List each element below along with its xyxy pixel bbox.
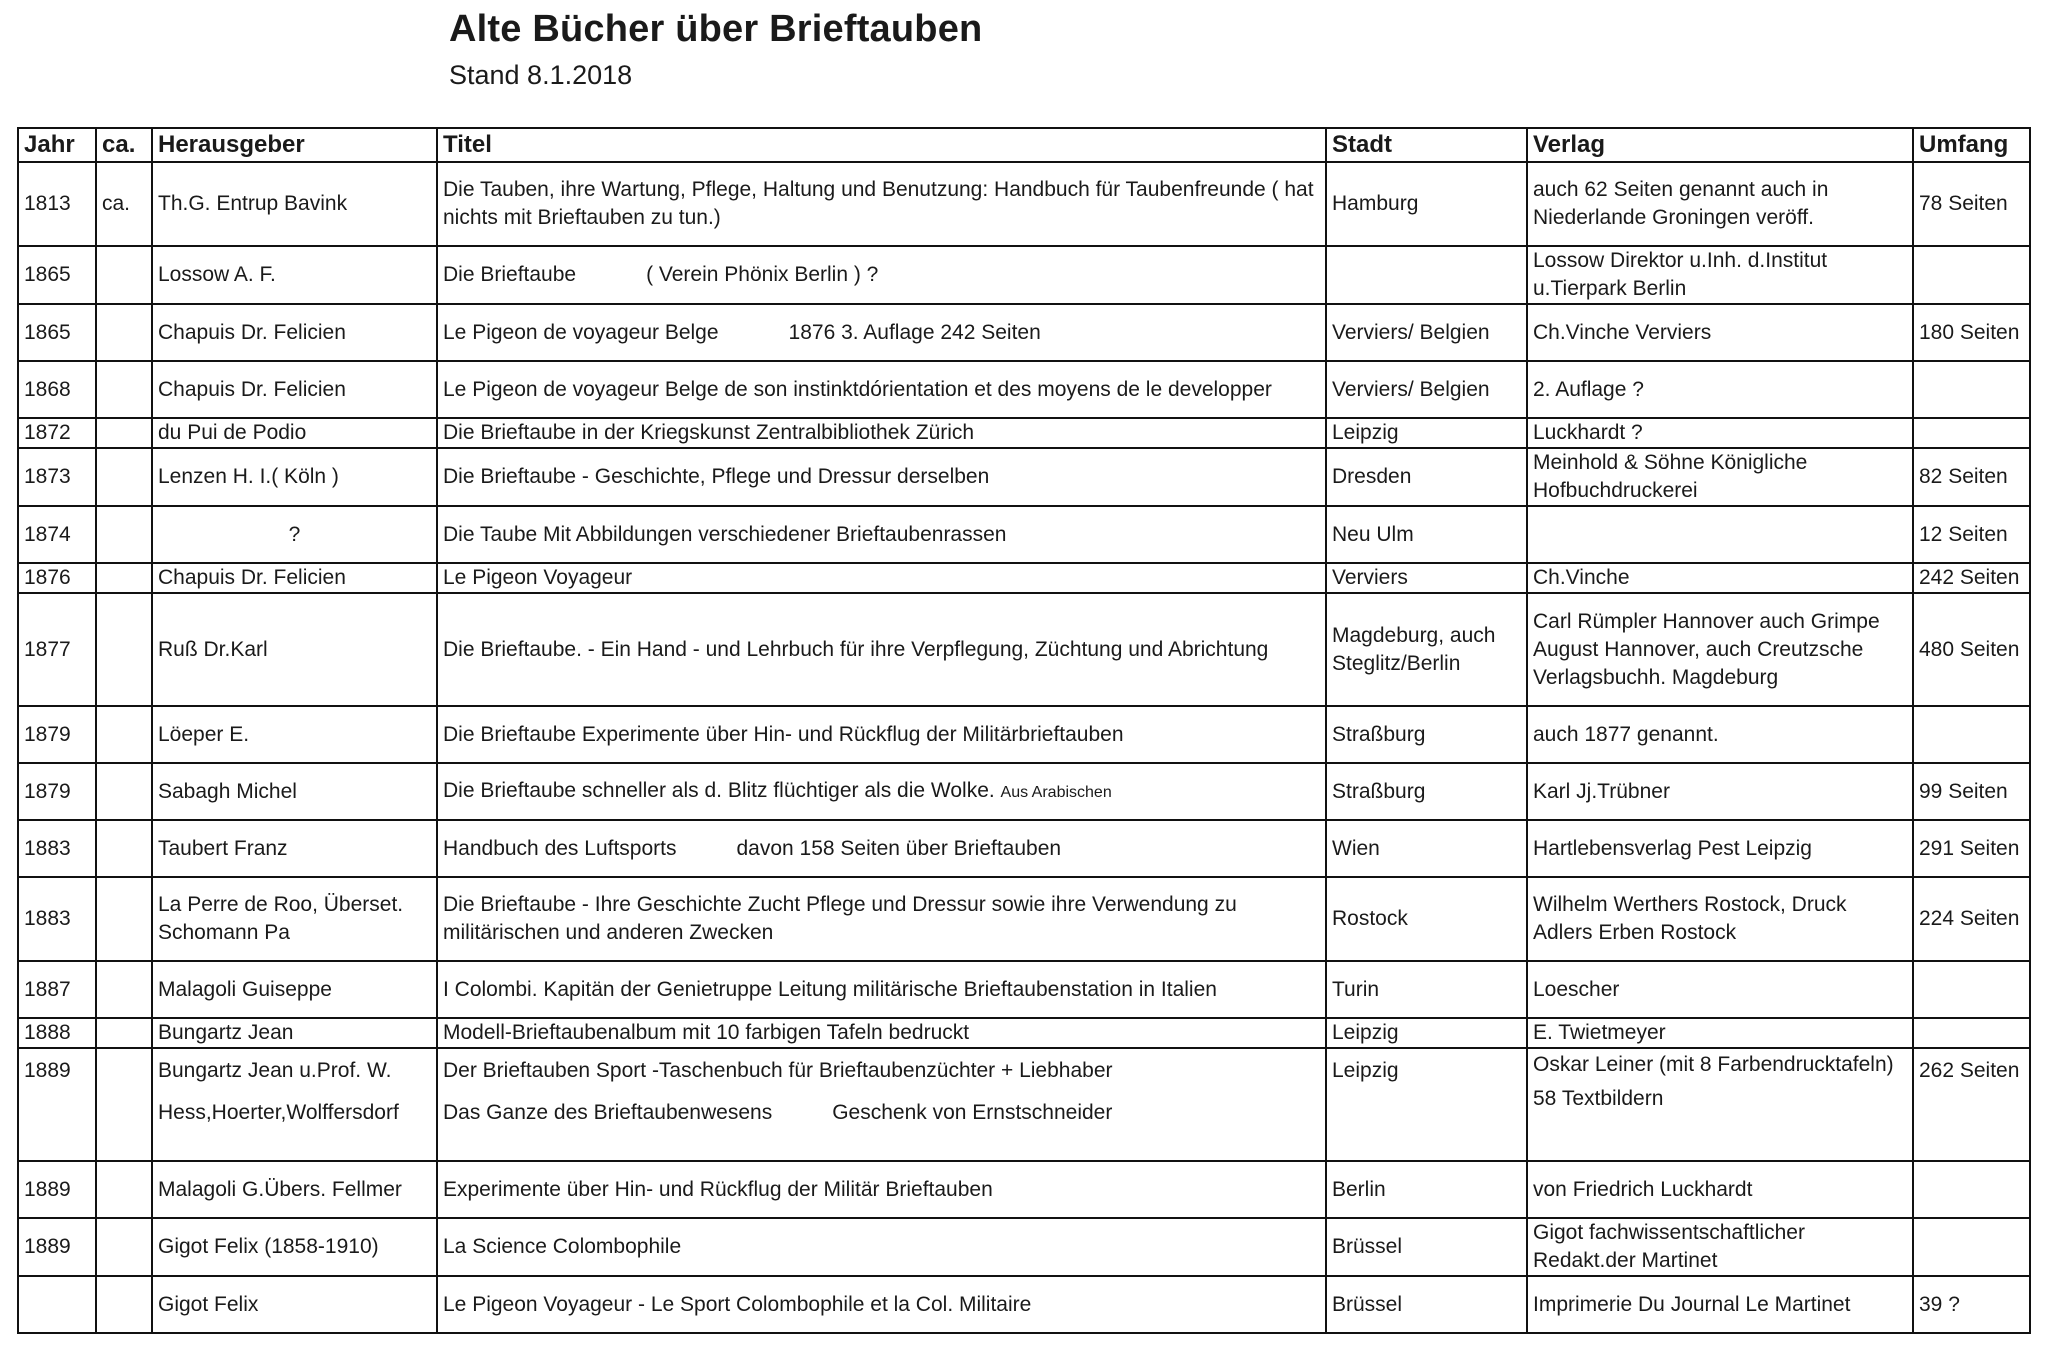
- cell-jahr: 1883: [18, 877, 96, 961]
- cell-verlag: auch 1877 genannt.: [1527, 706, 1913, 763]
- table-row: [18, 763, 2030, 820]
- table-row: [18, 162, 2030, 246]
- cell-verlag: Karl Jj.Trübner: [1527, 763, 1913, 820]
- cell-titel: La Science Colombophile: [437, 1218, 1326, 1276]
- table-row: [18, 246, 2030, 304]
- books-table: [17, 127, 2031, 1334]
- cell-ca: [96, 877, 152, 961]
- cell-herausgeber: Malagoli G.Übers. Fellmer: [152, 1161, 437, 1218]
- cell-umfang: [1913, 706, 2030, 763]
- titel-text: Handbuch des Luftsports: [443, 836, 677, 860]
- cell-verlag: 2. Auflage ?: [1527, 361, 1913, 418]
- cell-ca: [96, 1161, 152, 1218]
- cell-jahr: 1877: [18, 593, 96, 706]
- cell-herausgeber: Lossow A. F.: [152, 246, 437, 304]
- cell-titel: Die Brieftaube in der Kriegskunst Zentralbibliothek Zürich: [437, 418, 1326, 448]
- cell-stadt: Magdeburg, auch Steglitz/Berlin: [1326, 593, 1527, 706]
- cell-ca: [96, 361, 152, 418]
- cell-jahr: 1889: [18, 1218, 96, 1276]
- cell-verlag: Meinhold & Söhne Königliche Hofbuchdruckerei: [1527, 448, 1913, 506]
- titel-text: Le Pigeon de voyageur Belge: [443, 320, 719, 344]
- cell-stadt: Straßburg: [1326, 706, 1527, 763]
- cell-jahr: 1887: [18, 961, 96, 1018]
- cell-umfang: 39 ?: [1913, 1276, 2030, 1333]
- cell-titel: Le Pigeon de voyageur Belge de son instinktdórientation et des moyens de le developper: [437, 361, 1326, 418]
- titel-line-2-text: Das Ganze des Brieftaubenwesens: [443, 1101, 773, 1124]
- cell-umfang: [1913, 1018, 2030, 1048]
- cell-verlag: von Friedrich Luckhardt: [1527, 1161, 1913, 1218]
- column-header-titel: Titel: [437, 128, 1326, 162]
- cell-jahr: 1879: [18, 706, 96, 763]
- cell-stadt: Leipzig: [1326, 1018, 1527, 1048]
- table-header-row: [18, 128, 2030, 162]
- cell-umfang: 242 Seiten: [1913, 563, 2030, 593]
- cell-stadt: Hamburg: [1326, 162, 1527, 246]
- column-header-ca: ca.: [96, 128, 152, 162]
- cell-umfang: 180 Seiten: [1913, 304, 2030, 361]
- cell-herausgeber: Gigot Felix: [152, 1276, 437, 1333]
- cell-umfang: [1913, 418, 2030, 448]
- table-row: [18, 1276, 2030, 1333]
- cell-ca: [96, 1018, 152, 1048]
- cell-verlag: Hartlebensverlag Pest Leipzig: [1527, 820, 1913, 877]
- cell-umfang: 99 Seiten: [1913, 763, 2030, 820]
- cell-ca: [96, 1218, 152, 1276]
- table-row: [18, 1218, 2030, 1276]
- cell-stadt: Leipzig: [1326, 418, 1527, 448]
- table-row: [18, 563, 2030, 593]
- titel-line-2-note: Geschenk von Ernstschneider: [832, 1101, 1113, 1124]
- cell-herausgeber: Chapuis Dr. Felicien: [152, 361, 437, 418]
- cell-jahr: [18, 1276, 96, 1333]
- table-row: [18, 1048, 2030, 1161]
- page-title: Alte Bücher über Brieftauben: [449, 8, 983, 50]
- cell-verlag: Loescher: [1527, 961, 1913, 1018]
- herausgeber-line-1: Bungartz Jean u.Prof. W.: [158, 1059, 392, 1082]
- cell-verlag: Gigot fachwissentschaftlicher Redakt.der Martinet: [1527, 1218, 1913, 1276]
- page-subtitle: Stand 8.1.2018: [449, 60, 633, 90]
- cell-herausgeber: Sabagh Michel: [152, 763, 437, 820]
- cell-ca: [96, 246, 152, 304]
- cell-herausgeber: Chapuis Dr. Felicien: [152, 304, 437, 361]
- table-row: [18, 877, 2030, 961]
- titel-text: Die Brieftaube: [443, 263, 577, 286]
- cell-herausgeber: Bungartz Jean: [152, 1018, 437, 1048]
- cell-jahr: 1868: [18, 361, 96, 418]
- cell-titel: Die Brieftaube - Geschichte, Pflege und Dressur derselben: [437, 448, 1326, 506]
- cell-titel: [437, 246, 1326, 304]
- table-row: [18, 706, 2030, 763]
- cell-stadt: Verviers: [1326, 563, 1527, 593]
- cell-jahr: 1888: [18, 1018, 96, 1048]
- cell-umfang: 224 Seiten: [1913, 877, 2030, 961]
- cell-stadt: Berlin: [1326, 1161, 1527, 1218]
- cell-stadt: Turin: [1326, 961, 1527, 1018]
- cell-umfang: [1913, 361, 2030, 418]
- table-row: [18, 506, 2030, 563]
- cell-stadt: Brüssel: [1326, 1218, 1527, 1276]
- cell-ca: [96, 448, 152, 506]
- cell-verlag: Luckhardt ?: [1527, 418, 1913, 448]
- cell-herausgeber: Chapuis Dr. Felicien: [152, 563, 437, 593]
- titel-text: Die Brieftaube schneller als d. Blitz flüchtiger als die Wolke.: [443, 778, 995, 802]
- cell-ca: [96, 706, 152, 763]
- cell-titel: Die Brieftaube - Ihre Geschichte Zucht Pflege und Dressur sowie ihre Verwendung zu militärischen und anderen Zwecken: [437, 877, 1326, 961]
- cell-titel: [437, 820, 1326, 877]
- table-row: [18, 1161, 2030, 1218]
- cell-stadt: Leipzig: [1326, 1048, 1527, 1161]
- cell-herausgeber: [152, 1048, 437, 1161]
- column-header-umfang: Umfang: [1913, 128, 2030, 162]
- cell-jahr: 1873: [18, 448, 96, 506]
- herausgeber-line-2: Hess,Hoerter,Wolffersdorf: [158, 1101, 399, 1124]
- cell-verlag: Wilhelm Werthers Rostock, Druck Adlers Erben Rostock: [1527, 877, 1913, 961]
- cell-stadt: Rostock: [1326, 877, 1527, 961]
- cell-titel: Modell-Brieftaubenalbum mit 10 farbigen Tafeln bedruckt: [437, 1018, 1326, 1048]
- table-row: [18, 593, 2030, 706]
- cell-verlag: Carl Rümpler Hannover auch Grimpe August Hannover, auch Creutzsche Verlagsbuchh. Magdeburg: [1527, 593, 1913, 706]
- cell-stadt: Brüssel: [1326, 1276, 1527, 1333]
- cell-herausgeber: ?: [152, 506, 437, 563]
- cell-stadt: Straßburg: [1326, 763, 1527, 820]
- cell-umfang: 78 Seiten: [1913, 162, 2030, 246]
- cell-umfang: 291 Seiten: [1913, 820, 2030, 877]
- cell-jahr: 1865: [18, 304, 96, 361]
- cell-herausgeber: Gigot Felix (1858-1910): [152, 1218, 437, 1276]
- titel-note: ( Verein Phönix Berlin ) ?: [646, 263, 879, 286]
- titel-note: 1876 3. Auflage 242 Seiten: [788, 320, 1041, 344]
- cell-verlag: Ch.Vinche: [1527, 563, 1913, 593]
- cell-umfang: [1913, 961, 2030, 1018]
- cell-stadt: Verviers/ Belgien: [1326, 361, 1527, 418]
- cell-ca: [96, 1048, 152, 1161]
- cell-verlag: [1527, 506, 1913, 563]
- cell-jahr: 1876: [18, 563, 96, 593]
- cell-verlag: Ch.Vinche Verviers: [1527, 304, 1913, 361]
- titel-note: Aus Arabischen: [1000, 783, 1112, 801]
- cell-herausgeber: du Pui de Podio: [152, 418, 437, 448]
- cell-herausgeber: Taubert Franz: [152, 820, 437, 877]
- column-header-stadt: Stadt: [1326, 128, 1527, 162]
- verlag-line-1: Oskar Leiner (mit 8 Farbendrucktafeln): [1533, 1053, 1894, 1076]
- cell-titel: Experimente über Hin- und Rückflug der Militär Brieftauben: [437, 1161, 1326, 1218]
- cell-umfang: 480 Seiten: [1913, 593, 2030, 706]
- cell-herausgeber: Lenzen H. I.( Köln ): [152, 448, 437, 506]
- column-header-jahr: Jahr: [18, 128, 96, 162]
- cell-titel: [437, 1048, 1326, 1161]
- cell-stadt: Wien: [1326, 820, 1527, 877]
- cell-titel: Die Brieftaube. - Ein Hand - und Lehrbuch für ihre Verpflegung, Züchtung und Abrichtung: [437, 593, 1326, 706]
- table-row: [18, 820, 2030, 877]
- cell-ca: [96, 506, 152, 563]
- cell-titel: I Colombi. Kapitän der Genietruppe Leitung militärische Brieftaubenstation in Italien: [437, 961, 1326, 1018]
- table-row: [18, 304, 2030, 361]
- cell-verlag: auch 62 Seiten genannt auch in Niederlande Groningen veröff.: [1527, 162, 1913, 246]
- cell-ca: ca.: [96, 162, 152, 246]
- cell-ca: [96, 563, 152, 593]
- cell-ca: [96, 1276, 152, 1333]
- cell-titel: Die Tauben, ihre Wartung, Pflege, Haltung und Benutzung: Handbuch für Taubenfreunde ( hat nichts mit Brieftauben zu tun.): [437, 162, 1326, 246]
- cell-umfang: [1913, 246, 2030, 304]
- cell-verlag: Imprimerie Du Journal Le Martinet: [1527, 1276, 1913, 1333]
- verlag-line-2: 58 Textbildern: [1533, 1087, 1664, 1110]
- cell-ca: [96, 961, 152, 1018]
- cell-jahr: 1865: [18, 246, 96, 304]
- cell-ca: [96, 593, 152, 706]
- cell-stadt: Dresden: [1326, 448, 1527, 506]
- cell-ca: [96, 820, 152, 877]
- cell-herausgeber: La Perre de Roo, Überset. Schomann Pa: [152, 877, 437, 961]
- cell-herausgeber: Löeper E.: [152, 706, 437, 763]
- cell-ca: [96, 304, 152, 361]
- cell-umfang: 262 Seiten: [1913, 1048, 2030, 1161]
- cell-ca: [96, 418, 152, 448]
- cell-ca: [96, 763, 152, 820]
- cell-jahr: 1879: [18, 763, 96, 820]
- cell-titel: Le Pigeon Voyageur - Le Sport Colombophile et la Col. Militaire: [437, 1276, 1326, 1333]
- cell-titel: [437, 304, 1326, 361]
- cell-umfang: 82 Seiten: [1913, 448, 2030, 506]
- cell-verlag: E. Twietmeyer: [1527, 1018, 1913, 1048]
- cell-titel: [437, 763, 1326, 820]
- cell-jahr: 1874: [18, 506, 96, 563]
- cell-herausgeber: Ruß Dr.Karl: [152, 593, 437, 706]
- table-row: [18, 361, 2030, 418]
- cell-stadt: [1326, 246, 1527, 304]
- cell-herausgeber: Malagoli Guiseppe: [152, 961, 437, 1018]
- column-header-herausgeber: Herausgeber: [152, 128, 437, 162]
- cell-herausgeber: Th.G. Entrup Bavink: [152, 162, 437, 246]
- cell-umfang: [1913, 1161, 2030, 1218]
- titel-line-2: [443, 1099, 1320, 1127]
- table-row: [18, 448, 2030, 506]
- table-row: [18, 961, 2030, 1018]
- cell-jahr: 1889: [18, 1161, 96, 1218]
- table-row: [18, 1018, 2030, 1048]
- cell-verlag: Lossow Direktor u.Inh. d.Institut u.Tierpark Berlin: [1527, 246, 1913, 304]
- cell-stadt: Neu Ulm: [1326, 506, 1527, 563]
- cell-jahr: 1813: [18, 162, 96, 246]
- cell-titel: Die Taube Mit Abbildungen verschiedener Brieftaubenrassen: [437, 506, 1326, 563]
- cell-jahr: 1889: [18, 1048, 96, 1161]
- cell-verlag: [1527, 1048, 1913, 1161]
- titel-line-1: Der Brieftauben Sport -Taschenbuch für Brieftaubenzüchter + Liebhaber: [443, 1059, 1113, 1082]
- cell-umfang: [1913, 1218, 2030, 1276]
- cell-umfang: 12 Seiten: [1913, 506, 2030, 563]
- cell-jahr: 1883: [18, 820, 96, 877]
- cell-titel: Die Brieftaube Experimente über Hin- und Rückflug der Militärbrieftauben: [437, 706, 1326, 763]
- cell-titel: Le Pigeon Voyageur: [437, 563, 1326, 593]
- table-row: [18, 418, 2030, 448]
- titel-note: davon 158 Seiten über Brieftauben: [736, 836, 1062, 860]
- cell-jahr: 1872: [18, 418, 96, 448]
- column-header-verlag: Verlag: [1527, 128, 1913, 162]
- cell-stadt: Verviers/ Belgien: [1326, 304, 1527, 361]
